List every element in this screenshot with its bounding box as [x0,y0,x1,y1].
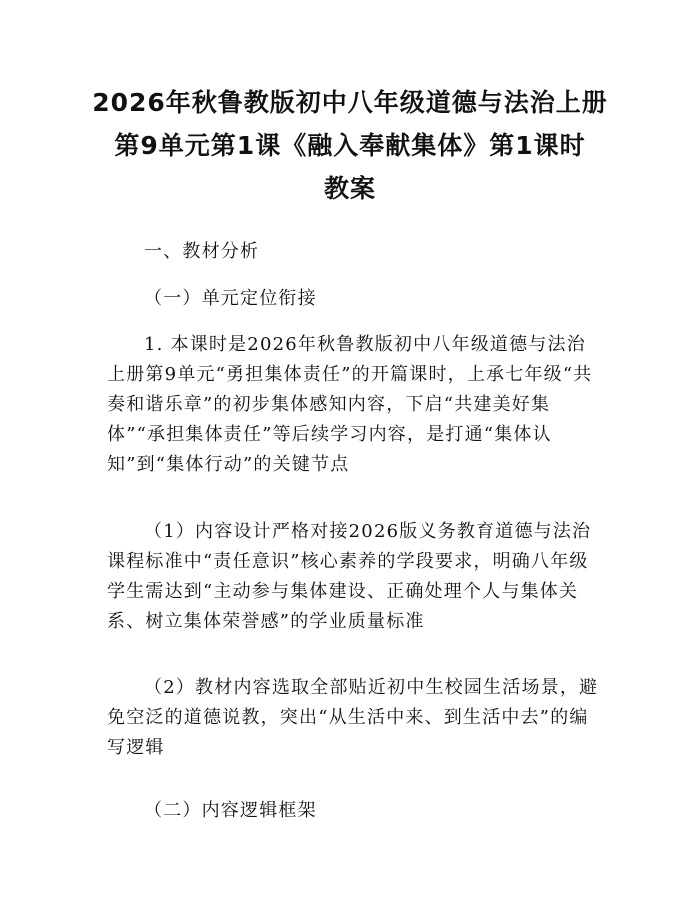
title-line-3: 教案 [323,174,376,203]
paragraph-1 [107,330,601,480]
document-title [0,81,700,210]
section-heading-1 [107,237,601,267]
paragraph-text: （2）教材内容选取全部贴近初中生校园生活场景，避免空泛的道德说教，突出“从生活中来、到生活中去”的编写逻辑 [107,677,599,758]
paragraph-text: 1. 本课时是2026年秋鲁教版初中八年级道德与法治上册第9单元“勇担集体责任”的开篇课时，上承七年级“共奏和谐乐章”的初步集体感知内容，下启“共建美好集体”“承担集体责任”等后续学习内容，是打通“集体认知”到“集体行动”的关键节点 [107,334,593,475]
subsection-heading-text: （一）单元定位衔接 [144,288,317,309]
title-line-2: 第9单元第1课《融入奉献集体》第1课时 [114,131,586,160]
subsection-heading-2 [107,796,601,826]
paragraph-3 [107,673,601,763]
title-line-1: 2026年秋鲁教版初中八年级道德与法治上册 [92,88,608,117]
subsection-heading-text: （二）内容逻辑框架 [144,800,317,821]
paragraph-2 [107,517,601,637]
paragraph-text: （1）内容设计严格对接2026版义务教育道德与法治课程标准中“责任意识”核心素养的学段要求，明确八年级学生需达到“主动参与集体建设、正确处理个人与集体关系、树立集体荣誉感”的学业质量标准 [107,521,592,632]
subsection-heading-1 [107,284,601,314]
section-heading-text: 一、教材分析 [144,241,260,262]
